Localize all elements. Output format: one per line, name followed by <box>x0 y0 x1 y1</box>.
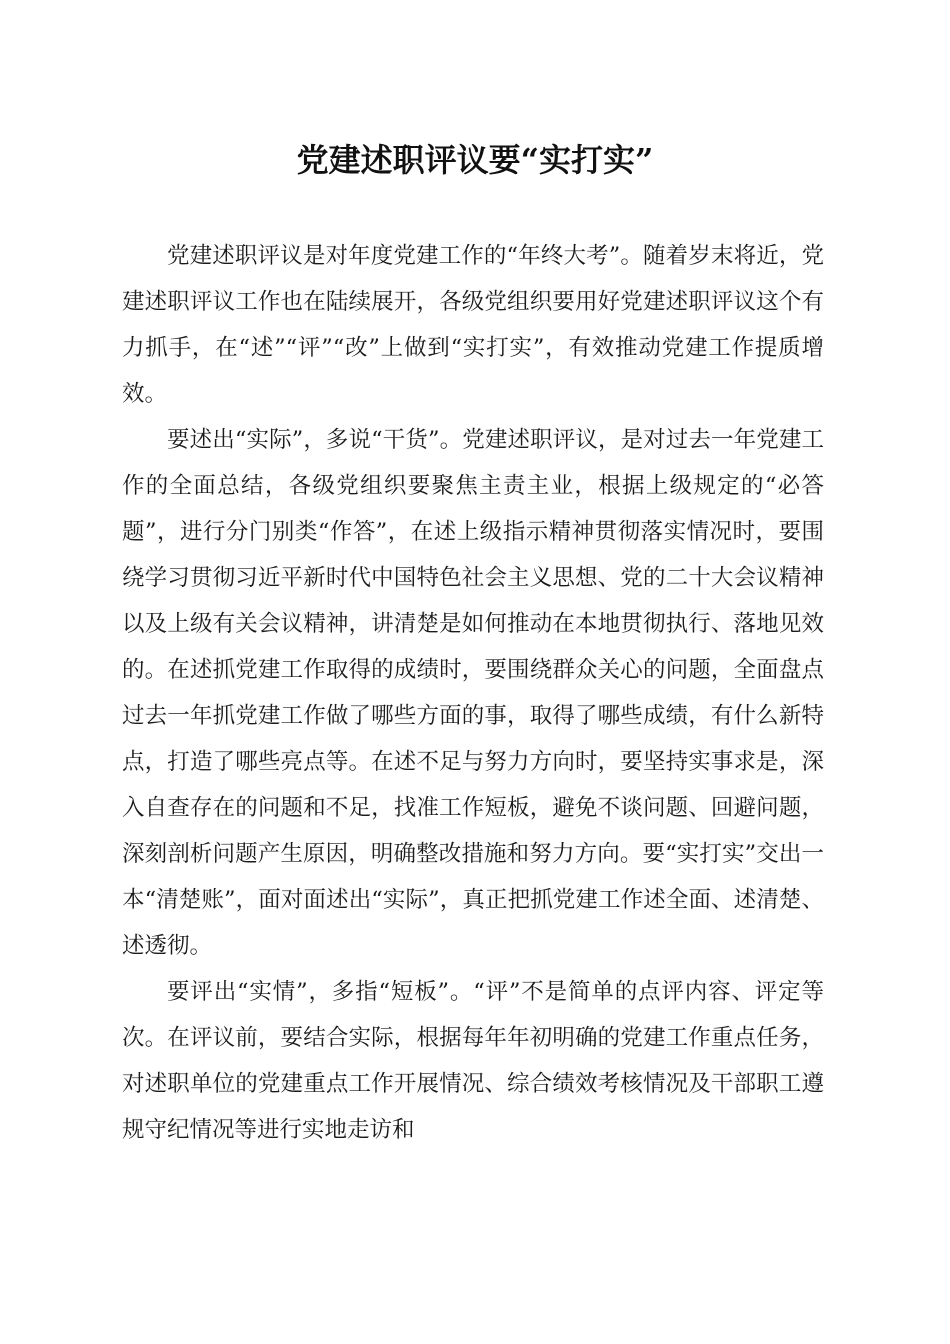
paragraph: 党建述职评议是对年度党建工作的“年终大考”。随着岁末将近，党建述职评议工作也在陆续展开，各级党组织要用好党建述职评议这个有力抓手，在“述”“评”“改”上做到“实打实”，有效推动党建工作提质增效。 <box>122 243 824 407</box>
document-title: 党建述职评议要“实打实” <box>296 141 654 179</box>
paragraph: 要评出“实情”，多指“短板”。“评”不是简单的点评内容、评定等次。在评议前，要结合实际，根据每年年初明确的党建工作重点任务，对述职单位的党建重点工作开展情况、综合绩效考核情况及干部职工遵规守纪情况等进行实地走访和 <box>122 979 824 1143</box>
paragraph: 要述出“实际”，多说“干货”。党建述职评议，是对过去一年党建工作的全面总结，各级党组织要聚焦主责主业，根据上级规定的“必答题”，进行分门别类“作答”，在述上级指示精神贯彻落实情况时，要围绕学习贯彻习近平新时代中国特色社会主义思想、党的二十大会议精神以及上级有关会议精神，讲清楚是如何推动在本地贯彻执行、落地见效的。在述抓党建工作取得的成绩时，要围绕群众关心的问题，全面盘点过去一年抓党建工作做了哪些方面的事，取得了哪些成绩，有什么新特点，打造了哪些亮点等。在述不足与努力方向时，要坚持实事求是，深入自查存在的问题和不足，找准工作短板，避免不谈问题、回避问题，深刻剖析问题产生原因，明确整改措施和努力方向。要“实打实”交出一本“清楚账”，面对面述出“实际”，真正把抓党建工作述全面、述清楚、述透彻。 <box>122 427 824 959</box>
document-body <box>122 233 824 1153</box>
